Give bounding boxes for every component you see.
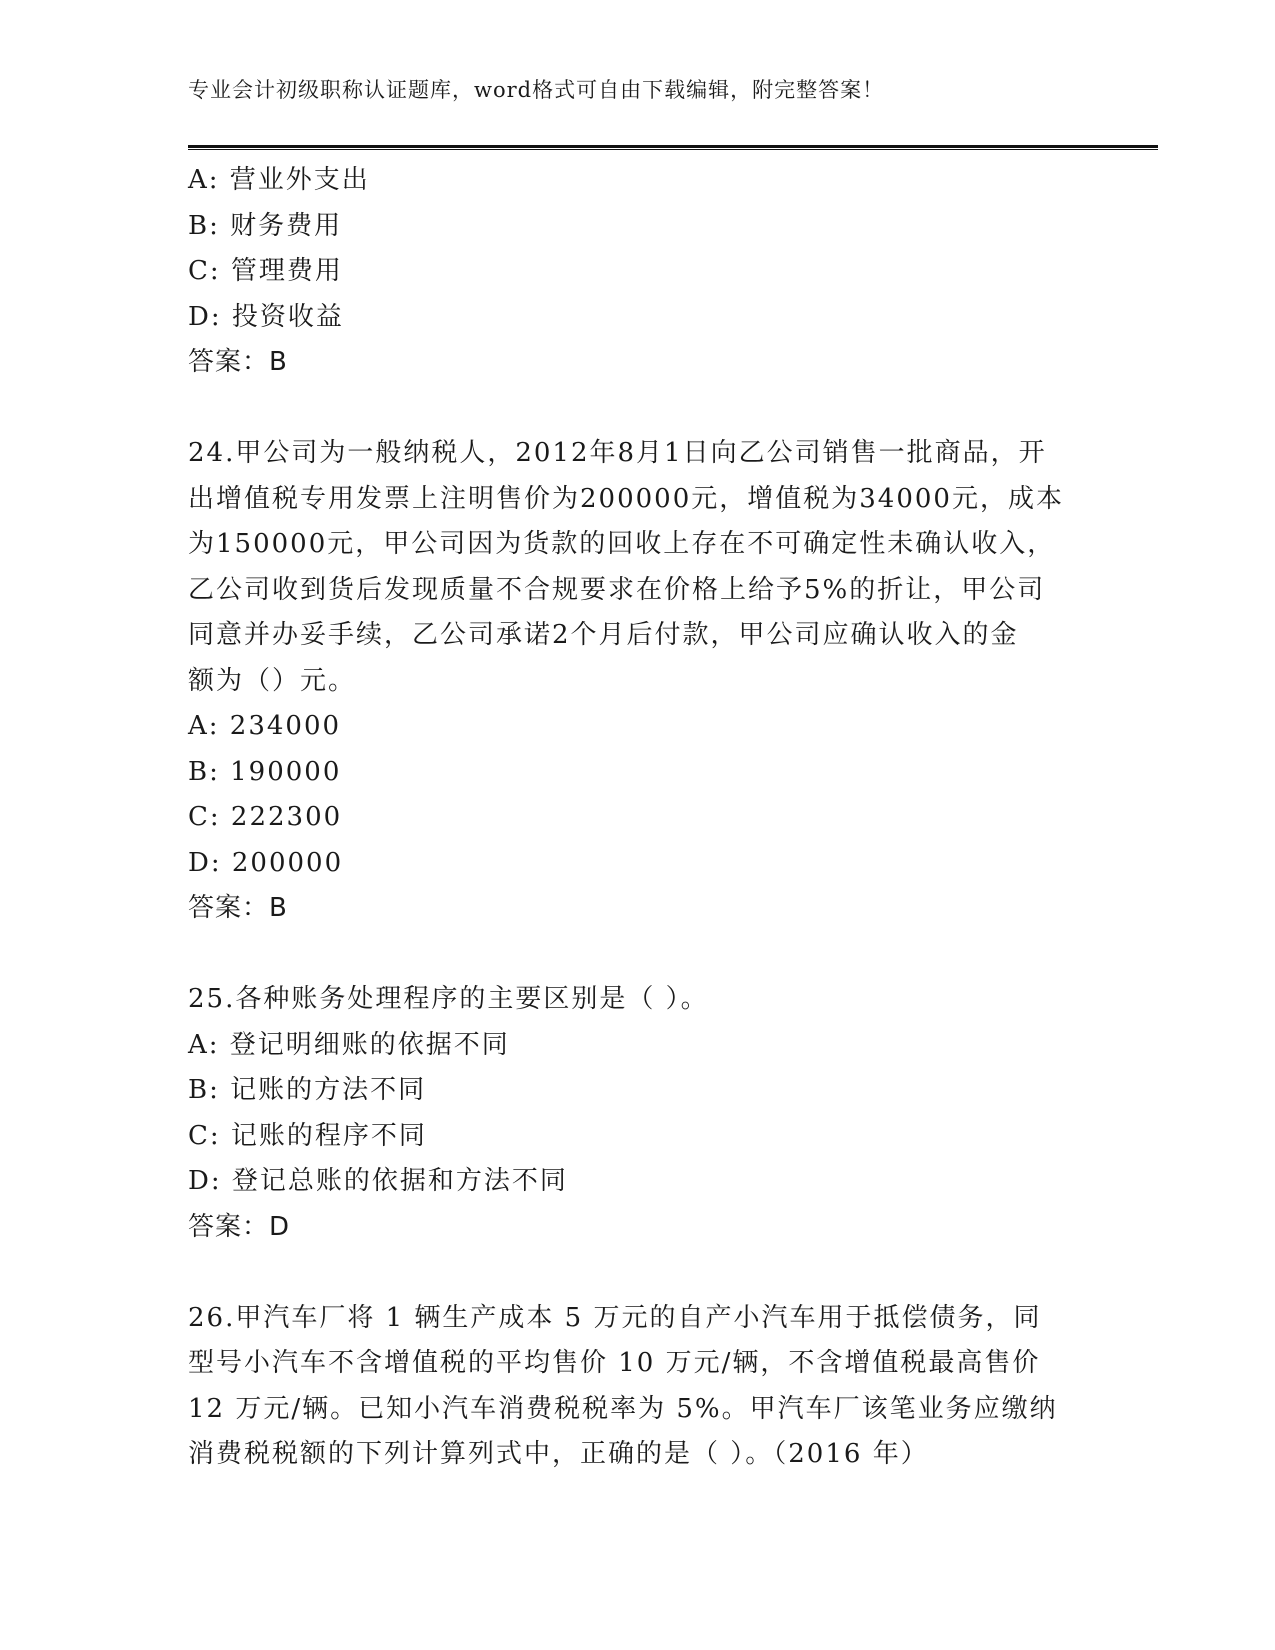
- question-26: [188, 1296, 1088, 1478]
- stem-line: 24.甲公司为一般纳税人，2012年8月1日向乙公司销售一批商品，开: [188, 438, 1047, 468]
- option-b: B: 财务费用: [188, 210, 343, 241]
- option-a: A: 登记明细账的依据不同: [188, 1029, 510, 1060]
- stem-line: 25.各种账务处理程序的主要区别是（ ）。: [188, 984, 709, 1014]
- stem-line: 乙公司收到货后发现质量不合规要求在价格上给予5%的折让，甲公司: [188, 574, 1046, 605]
- stem-line: 26.甲汽车厂将 1 辆生产成本 5 万元的自产小汽车用于抵偿债务，同: [188, 1302, 1042, 1333]
- question-24: [188, 431, 1088, 932]
- option-c: C: 记账的程序不同: [188, 1120, 427, 1151]
- spacer: [188, 1250, 1088, 1296]
- option-c: C: 222300: [188, 802, 343, 832]
- stem-line: 同意并办妥手续，乙公司承诺2个月后付款，甲公司应确认收入的金: [188, 620, 1019, 650]
- option-d: D: 投资收益: [188, 301, 344, 332]
- stem-line: 出增值税专用发票上注明售价为200000元，增值税为34000元，成本: [188, 483, 1064, 514]
- stem-line: 型号小汽车不含增值税的平均售价 10 万元/辆，不含增值税最高售价: [188, 1348, 1041, 1378]
- question-stem: [188, 1296, 1088, 1478]
- document-body: [188, 158, 1088, 1478]
- page-header: 专业会计初级职称认证题库，word格式可自由下载编辑，附完整答案！: [188, 78, 885, 102]
- answer: 答案：B: [188, 347, 288, 377]
- answer: 答案：B: [188, 893, 288, 923]
- question-stem: [188, 431, 1088, 704]
- option-b: B: 190000: [188, 756, 342, 787]
- header-divider: [188, 145, 1158, 150]
- stem-line: 额为（）元。: [188, 665, 357, 696]
- option-a: A: 营业外支出: [188, 165, 370, 195]
- spacer: [188, 932, 1088, 978]
- question-23: [188, 158, 1088, 386]
- option-d: D: 200000: [188, 847, 344, 878]
- question-stem: [188, 977, 1088, 1023]
- option-d: D: 登记总账的依据和方法不同: [188, 1166, 568, 1196]
- answer: 答案：D: [188, 1211, 291, 1242]
- question-25: [188, 977, 1088, 1250]
- stem-line: 消费税税额的下列计算列式中，正确的是（ ）。（2016 年）: [188, 1439, 929, 1469]
- option-b: B: 记账的方法不同: [188, 1075, 427, 1105]
- spacer: [188, 386, 1088, 432]
- stem-line: 为150000元，甲公司因为货款的回收上存在不可确定性未确认收入，: [188, 529, 1056, 559]
- stem-line: 12 万元/辆。已知小汽车消费税税率为 5%。甲汽车厂该笔业务应缴纳: [188, 1393, 1058, 1424]
- option-a: A: 234000: [188, 711, 342, 741]
- option-c: C: 管理费用: [188, 256, 343, 286]
